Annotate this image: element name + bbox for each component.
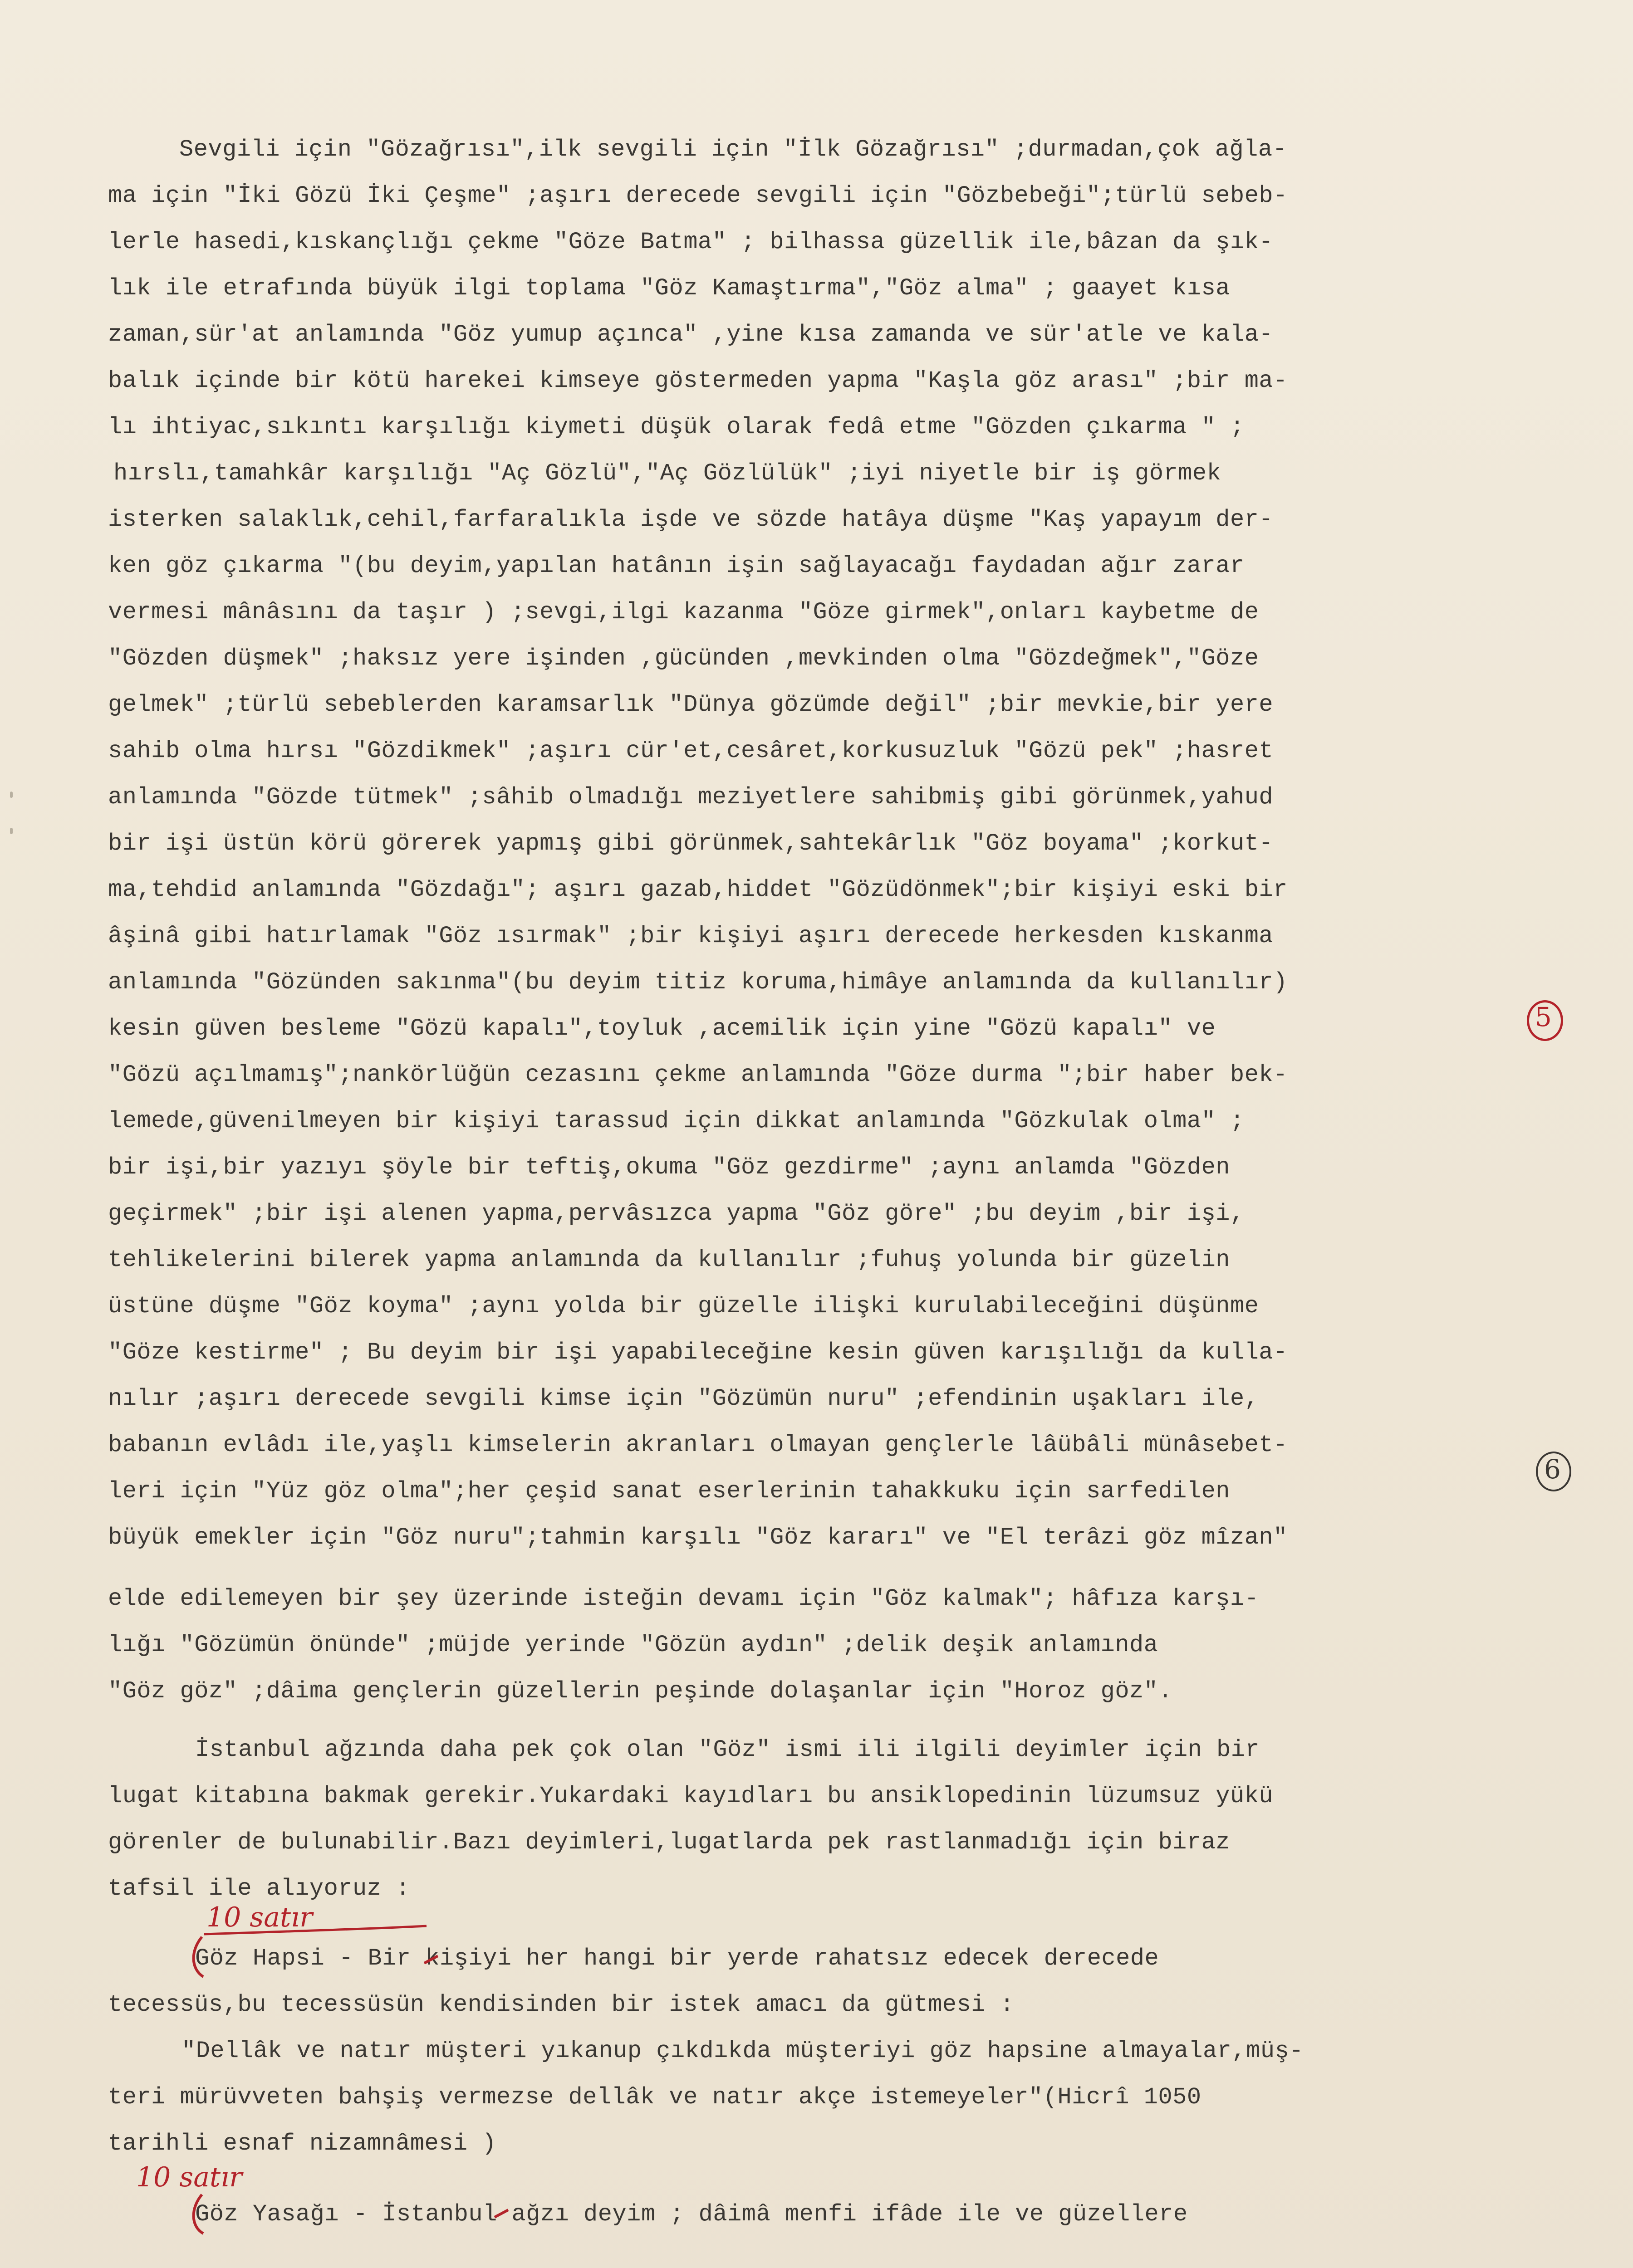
body-line: üstüne düşme "Göz koyma" ;aynı yolda bir güzelle ilişki kurulabileceğini düşünme <box>108 1293 1259 1320</box>
body-line: Sevgili için "Gözağrısı",ilk sevgili için "İlk Gözağrısı" ;durmadan,çok ağla- <box>179 136 1287 163</box>
body-line: sahib olma hırsı "Gözdikmek" ;aşırı cür'et,cesâret,korkusuzluk "Gözü pek" ;hasret <box>108 738 1274 764</box>
body-line: âşinâ gibi hatırlamak "Göz ısırmak" ;bir kişiyi aşırı derecede herkesden kıskanma <box>108 923 1274 949</box>
body-line: tafsil ile alıyoruz : <box>108 1875 410 1902</box>
body-line: bir işi,bir yazıyı şöyle bir teftiş,okuma "Göz gezdirme" ;aynı anlamda "Gözden <box>108 1154 1230 1181</box>
body-line: ma,tehdid anlamında "Gözdağı"; aşırı gazab,hiddet "Gözüdönmek";bir kişiyi eski bir <box>108 876 1288 903</box>
body-line: hırslı,tamahkâr karşılığı "Aç Gözlü","Aç Gözlülük" ;iyi niyetle bir iş görmek <box>113 460 1221 487</box>
body-line: bir işi üstün körü görerek yapmış gibi görünmek,sahtekârlık "Göz boyama" ;korkut- <box>108 830 1274 857</box>
quote-line: tarihli esnaf nizamnâmesi ) <box>108 2130 497 2157</box>
body-line: "Gözü açılmamış";nankörlüğün cezasını çekme anlamında "Göze durma ";bir haber bek- <box>108 1061 1288 1088</box>
body-line: babanın evlâdı ile,yaşlı kimselerin akranları olmayan gençlerle lâübâli münâsebet- <box>108 1432 1288 1458</box>
body-line: kesin güven besleme "Gözü kapalı",toyluk ,acemilik için yine "Gözü kapalı" ve <box>108 1015 1216 1042</box>
margin-number-5: 5 <box>1535 1002 1552 1032</box>
body-line: zaman,sür'at anlamında "Göz yumup açınca" ,yine kısa zamanda ve sür'atle ve kala- <box>108 321 1274 348</box>
body-line: anlamında "Gözde tütmek" ;sâhib olmadığı meziyetlere sahibmiş gibi görünmek,yahud <box>108 784 1274 811</box>
body-line: lugat kitabına bakmak gerekir.Yukardaki kayıdları bu ansiklopedinin lüzumsuz yükü <box>108 1783 1274 1809</box>
entry-heading-goz-yasagi: Göz Yasağı - İstanbul ağzı deyim ; dâimâ menfi ifâde ile ve güzellere <box>195 2201 1188 2228</box>
quote-line: teri mürüvveten bahşiş vermezse dellâk ve natır akçe istemeyeler"(Hicrî 1050 <box>108 2084 1201 2111</box>
body-line: elde edilemeyen bir şey üzerinde isteğin devamı için "Göz kalmak"; hâfıza karşı- <box>108 1585 1259 1612</box>
body-line: geçirmek" ;bir işi alenen yapma,pervâsızca yapma "Göz göre" ;bu deyim ,bir işi, <box>108 1200 1245 1227</box>
entry-heading-goz-hapsi: Göz Hapsi - Bir kişiyi her hangi bir yerde rahatsız edecek derecede <box>195 1945 1159 1972</box>
body-line: nılır ;aşırı derecede sevgili kimse için "Gözümün nuru" ;efendinin uşakları ile, <box>108 1385 1259 1412</box>
body-line: "Gözden düşmek" ;haksız yere işinden ,gücünden ,mevkinden olma "Gözdeğmek","Göze <box>108 645 1259 672</box>
body-line: lerle hasedi,kıskançlığı çekme "Göze Batma" ; bilhassa güzellik ile,bâzan da şık- <box>108 229 1274 255</box>
body-line: ken göz çıkarma "(bu deyim,yapılan hatânın işin sağlayacağı faydadan ağır zarar <box>108 552 1245 579</box>
body-line: lemede,güvenilmeyen bir kişiyi tarassud için dikkat anlamında "Gözkulak olma" ; <box>108 1108 1245 1134</box>
body-line: tehlikelerini bilerek yapma anlamında da kullanılır ;fuhuş yolunda bir güzelin <box>108 1246 1230 1273</box>
body-line: gelmek" ;türlü sebeblerden karamsarlık "Dünya gözümde değil" ;bir mevkie,bir yere <box>108 691 1274 718</box>
body-line: tecessüs,bu tecessüsün kendisinden bir istek amacı da gütmesi : <box>108 1991 1015 2018</box>
paper-mark <box>10 828 13 834</box>
quote-line: "Dellâk ve natır müşteri yıkanup çıkdıkda müşteriyi göz hapsine almayalar,müş- <box>181 2038 1304 2064</box>
margin-circle <box>1536 1452 1571 1491</box>
body-line: görenler de bulunabilir.Bazı deyimleri,lugatlarda pek rastlanmadığı için biraz <box>108 1829 1230 1856</box>
handwritten-note: 10 satır <box>206 1901 313 1933</box>
body-line: İstanbul ağzında daha pek çok olan "Göz" ismi ili ilgili deyimler için bir <box>195 1736 1260 1763</box>
body-line: vermesi mânâsını da taşır ) ;sevgi,ilgi kazanma "Göze girmek",onları kaybetme de <box>108 599 1259 626</box>
handwritten-note: 10 satır <box>136 2161 242 2193</box>
body-line: balık içinde bir kötü harekei kimseye göstermeden yapma "Kaşla göz arası" ;bir ma- <box>108 367 1288 394</box>
body-line: ma için "İki Gözü İki Çeşme" ;aşırı derecede sevgili için "Gözbebeği";türlü sebeb- <box>108 182 1288 209</box>
body-line: leri için "Yüz göz olma";her çeşid sanat eserlerinin tahakkuku için sarfedilen <box>108 1478 1230 1505</box>
body-line: büyük emekler için "Göz nuru";tahmin karşılı "Göz kararı" ve "El terâzi göz mîzan" <box>108 1524 1288 1551</box>
body-line: "Göz göz" ;dâima gençlerin güzellerin peşinde dolaşanlar için "Horoz göz". <box>108 1678 1173 1705</box>
body-line: anlamında "Gözünden sakınma"(bu deyim titiz koruma,himâye anlamında da kullanılır) <box>108 969 1288 996</box>
margin-number-6: 6 <box>1544 1454 1561 1485</box>
body-line: isterken salaklık,cehil,farfaralıkla işde ve sözde hatâya düşme "Kaş yapayım der- <box>108 506 1274 533</box>
paper-mark <box>10 792 13 798</box>
body-line: lık ile etrafında büyük ilgi toplama "Göz Kamaştırma","Göz alma" ; gaayet kısa <box>108 275 1230 302</box>
body-line: lı ihtiyac,sıkıntı karşılığı kiymeti düşük olarak fedâ etme "Gözden çıkarma " ; <box>108 414 1245 440</box>
body-line: "Göze kestirme" ; Bu deyim bir işi yapabileceğine kesin güven karışılığı da kulla- <box>108 1339 1288 1366</box>
body-line: lığı "Gözümün önünde" ;müjde yerinde "Gözün aydın" ;delik deşik anlamında <box>108 1632 1158 1658</box>
